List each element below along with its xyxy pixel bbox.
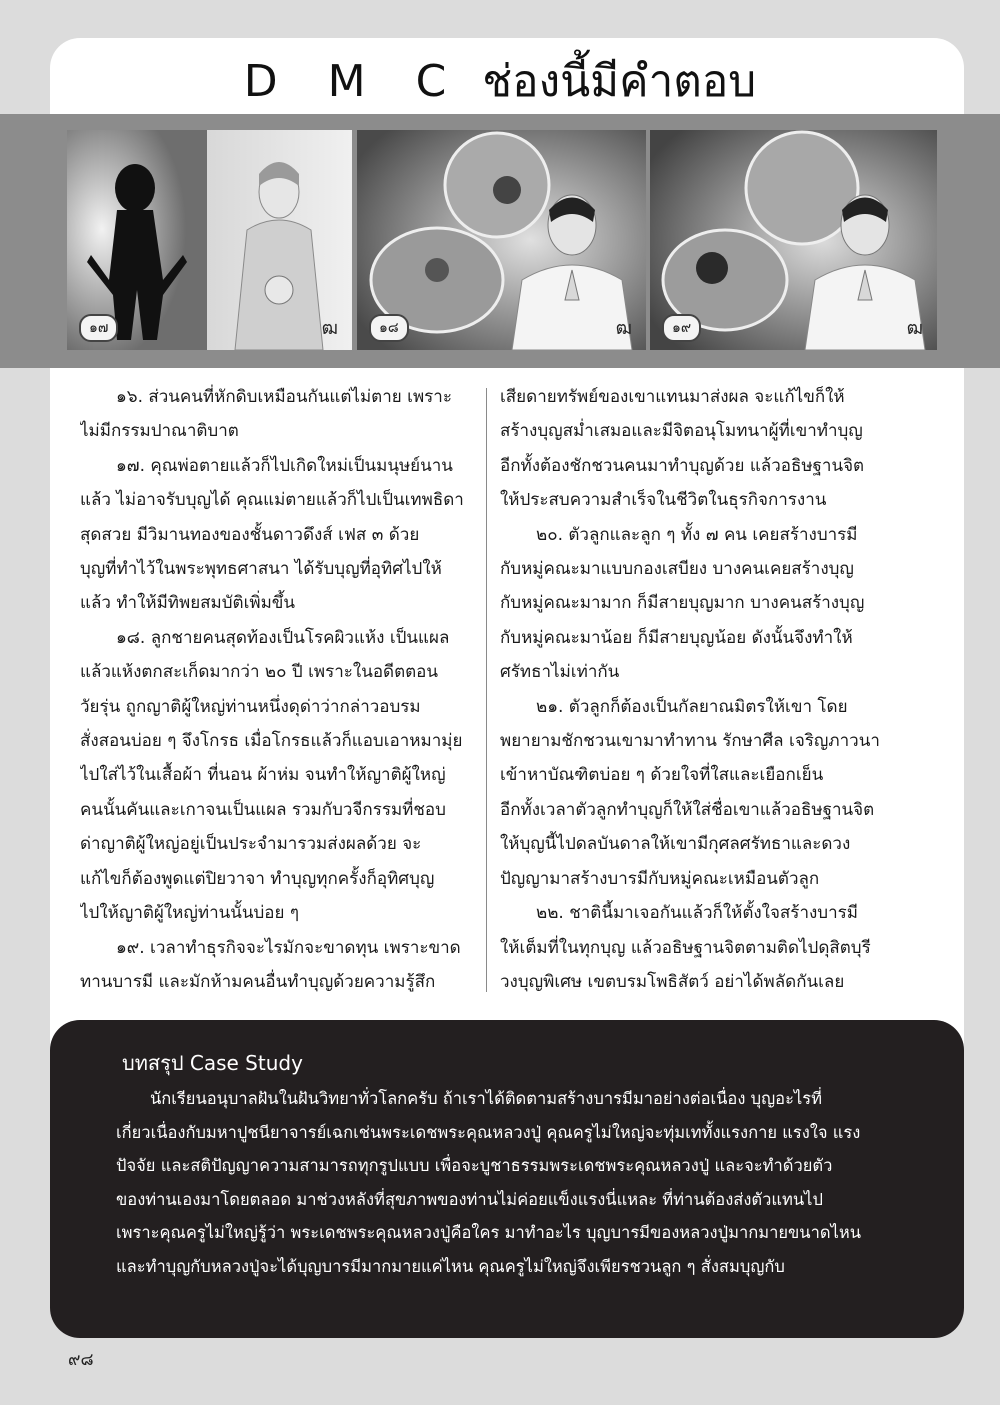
paragraph-line: กับหมู่คณะมาน้อย ก็มีสายบุญน้อย ดังนั้นจึงทำให้ xyxy=(500,627,853,648)
panel-number: ๑๗ xyxy=(79,314,118,342)
paragraph-line: ๒๒. ชาตินี้มาเจอกันแล้วก็ให้ตั้งใจสร้างบารมี xyxy=(536,903,858,924)
paragraph-line: ๒๑. ตัวลูกก็ต้องเป็นกัลยาณมิตรให้เขา โดย xyxy=(536,696,848,717)
paragraph-line: ๑๗. คุณพ่อตายแล้วก็ไปเกิดใหม่เป็นมนุษย์นาน xyxy=(116,455,453,476)
paragraph-line: กับหมู่คณะมาแบบกองเสบียง บางคนเคยสร้างบุญ xyxy=(500,559,854,580)
paragraph-line: ๑๖. ส่วนคนที่หักดิบเหมือนกันแต่ไม่ตาย เพราะ xyxy=(116,387,452,407)
paragraph-line: ให้เต็มที่ในทุกบุญ แล้วอธิษฐานจิตตามติดไปดุสิตบุรี xyxy=(500,937,871,958)
paragraph-line: ด่าญาติผู้ใหญ่อยู่เป็นประจำมารวมส่งผลด้วย จะ xyxy=(80,834,422,855)
paragraph-line: สร้างบุญสม่ำเสมอและมีจิตอนุโมทนาผู้ที่เขาทำบุญ xyxy=(500,421,863,442)
paragraph-line: เข้าหาบัณฑิตบ่อย ๆ ด้วยใจที่ใสและเยือกเย็น xyxy=(500,765,824,786)
paragraph-line: ๑๙. เวลาทำธุรกิจจะไรมักจะขาดทุน เพราะขาด xyxy=(116,937,461,958)
paragraph-line: อีกทั้งต้องชักชวนคนมาทำบุญด้วย แล้วอธิษฐานจิต xyxy=(500,455,865,476)
artist-signature: ฒ xyxy=(321,318,338,339)
right-column-text xyxy=(500,380,900,999)
title-latin: D M C xyxy=(243,56,465,107)
paragraph-line: แล้ว ไม่อาจรับบุญได้ คุณแม่ตายแล้วก็ไปเป็นเทพธิดา xyxy=(80,490,464,511)
illustration-panel-18 xyxy=(357,130,646,350)
paragraph-line: วัยรุ่น ถูกญาติผู้ใหญ่ท่านหนึ่งดุด่าว่ากล่าวอบรม xyxy=(80,696,421,717)
paragraph-line: ไปให้ญาติผู้ใหญ่ท่านนั้นบ่อย ๆ xyxy=(80,903,299,924)
panel-number: ๑๘ xyxy=(369,314,409,342)
paragraph-line: ไม่มีกรรมปาณาติบาต xyxy=(80,421,239,442)
paragraph-line: บุญที่ทำไว้ในพระพุทธศาสนา ได้รับบุญที่อุทิศไปให้ xyxy=(80,559,442,580)
paragraph-line: คนนั้นคันและเกาจนเป็นแผล รวมกับวจีกรรมที่ชอบ xyxy=(80,799,446,820)
paragraph-line: ศรัทธาไม่เท่ากัน xyxy=(500,662,620,683)
paragraph-line: ทานบารมี และมักห้ามคนอื่นทำบุญด้วยความรู้สึก xyxy=(80,971,436,992)
paragraph-line: เสียดายทรัพย์ของเขาแทนมาส่งผล จะแก้ไขก็ให้ xyxy=(500,387,845,407)
artist-signature: ฒ xyxy=(906,318,923,339)
summary-body xyxy=(116,1082,896,1283)
paragraph-line: สุดสวย มีวิมานทองของชั้นดาวดึงส์ เฟส ๓ ด้วย xyxy=(80,524,420,545)
case-study-summary-box xyxy=(50,1020,964,1338)
summary-line: เกี่ยวเนื่องกับมหาปูชนียาจารย์เฉกเช่นพระเดชพระคุณหลวงปู่ คุณครูไม่ใหญ่จะทุ่มเททั้งแรงกาย แรงใจ แรง xyxy=(116,1122,861,1142)
page-title xyxy=(0,52,1000,112)
artist-signature: ฒ xyxy=(615,318,632,339)
illustration-panel-19 xyxy=(650,130,937,350)
column-divider xyxy=(486,388,487,992)
paragraph-line: ไปใส่ไว้ในเสื้อผ้า ที่นอน ผ้าห่ม จนทำให้ญาติผู้ใหญ่ xyxy=(80,765,446,786)
paragraph-line: ให้ประสบความสำเร็จในชีวิตในธุรกิจการงาน xyxy=(500,490,827,511)
summary-heading: บทสรุป Case Study xyxy=(122,1051,303,1075)
paragraph-line: วงบุญพิเศษ เขตบรมโพธิสัตว์ อย่าได้พลัดกันเลย xyxy=(500,971,845,992)
illustration-panel-17 xyxy=(67,130,352,350)
paragraph-line: แล้ว ทำให้มีทิพยสมบัติเพิ่มขึ้น xyxy=(80,593,296,614)
summary-line: ปัจจัย และสติปัญญาความสามารถทุกรูปแบบ เพื่อจะบูชาธรรมพระเดชพระคุณหลวงปู่ และจะทำด้วยตัว xyxy=(116,1156,833,1175)
paragraph-line: แก้ไขก็ต้องพูดแต่ปิยวาจา ทำบุญทุกครั้งก็อุทิศบุญ xyxy=(80,868,435,889)
summary-line: นักเรียนอนุบาลฝันในฝันวิทยาทั่วโลกครับ ถ้าเราได้ติดตามสร้างบารมีมาอย่างต่อเนื่อง บุญอะไรที่ xyxy=(150,1089,822,1108)
title-thai: ช่องนี้มีคำตอบ xyxy=(482,56,757,107)
paragraph-line: กับหมู่คณะมามาก ก็มีสายบุญมาก บางคนสร้างบุญ xyxy=(500,593,865,614)
panel-number: ๑๙ xyxy=(662,314,701,342)
page-number: ๙๘ xyxy=(68,1350,94,1370)
paragraph-line: ๒๐. ตัวลูกและลูก ๆ ทั้ง ๗ คน เคยสร้างบารมี xyxy=(536,524,858,545)
paragraph-line: ๑๘. ลูกชายคนสุดท้องเป็นโรคผิวแห้ง เป็นแผล xyxy=(116,627,450,648)
summary-line: และทำบุญกับหลวงปู่จะได้บุญบารมีมากมายแค่ไหน คุณครูไม่ใหญ่จึงเพียรชวนลูก ๆ สั่งสมบุญกับ xyxy=(116,1256,785,1276)
left-column-text xyxy=(80,380,480,999)
paragraph-line: สั่งสอนบ่อย ๆ จึงโกรธ เมื่อโกรธแล้วก็แอบเอาหมามุ่ย xyxy=(80,731,463,752)
paragraph-line: อีกทั้งเวลาตัวลูกทำบุญก็ให้ใส่ชื่อเขาแล้วอธิษฐานจิต xyxy=(500,799,875,820)
paragraph-line: แล้วแห้งตกสะเก็ดมากว่า ๒๐ ปี เพราะในอดีตตอน xyxy=(80,662,438,683)
paragraph-line: ปัญญามาสร้างบารมีกับหมู่คณะเหมือนตัวลูก xyxy=(500,868,820,889)
summary-line: เพราะคุณครูไม่ใหญ่รู้ว่า พระเดชพระคุณหลวงปู่คือใคร มาทำอะไร บุญบารมีของหลวงปู่มากมายขนาดไหน xyxy=(116,1223,862,1242)
summary-line: ของท่านเองมาโดยตลอด มาช่วงหลังที่สุขภาพของท่านไม่ค่อยแข็งแรงนี่แหละ ที่ท่านต้องส่งตัวแทนไป xyxy=(116,1189,823,1209)
paragraph-line: พยายามชักชวนเขามาทำทาน รักษาศีล เจริญภาวนา xyxy=(500,731,880,752)
paragraph-line: ให้บุญนี้ไปดลบันดาลให้เขามีกุศลศรัทธาและดวง xyxy=(500,834,851,855)
